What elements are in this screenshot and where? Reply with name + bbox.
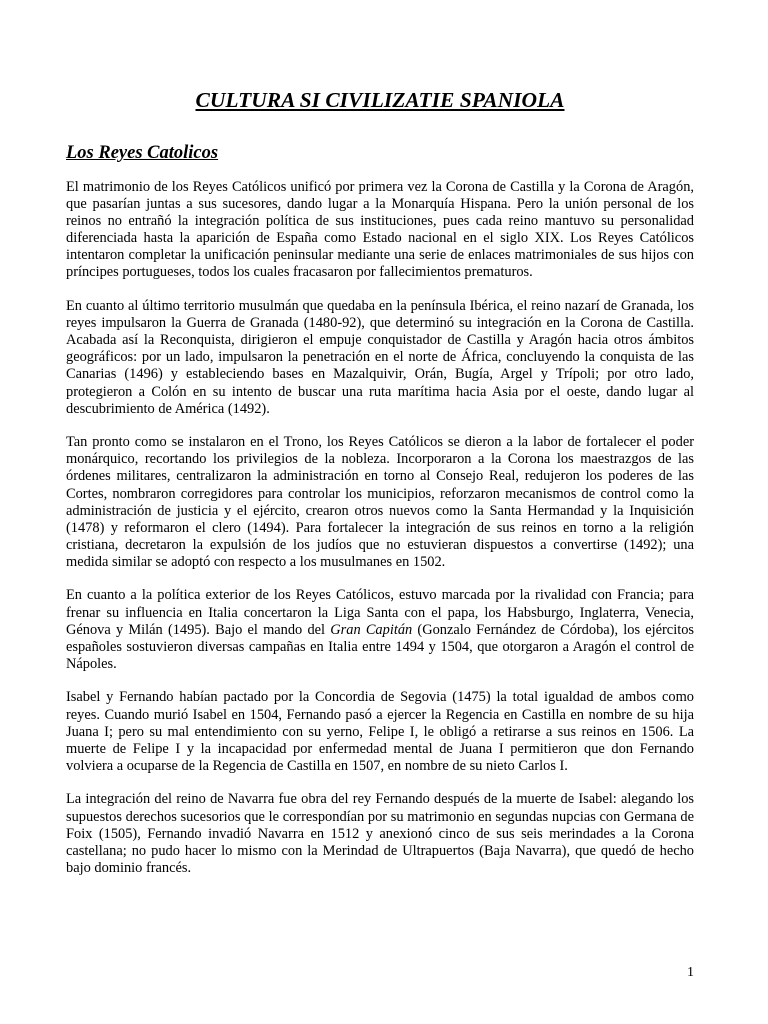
section-heading: Los Reyes Catolicos [66,143,219,163]
paragraph-text: (Gonzalo Fernández de Córdoba), los ejércitos españoles sostuvieron diversas campañas en Italia entre 1494 y 1504, que otorgaron a Aragón el control de Nápoles. [66,621,694,672]
paragraph-text: En cuanto a la política exterior de los Reyes Católicos, estuvo marcada por la rivalidad con Francia; para frenar su influencia en Italia concertaron la Liga Santa con el papa, los Habsburgo, Inglaterra, Venecia, Génova y Milán (1495). Bajo el mando del [66,587,694,638]
page-number: 1 [687,965,694,980]
document-title: CULTURA SI CIVILIZATIE SPANIOLA [195,88,565,112]
document-body [66,179,694,893]
paragraph: Tan pronto como se instalaron en el Trono, los Reyes Católicos se dieron a la labor de fortalecer el poder monárquico, recortando los privilegios de la nobleza. Incorporaron a la Corona los maestrazgos de las órdenes militares, centralizaron la administración en torno al Consejo Real, redujeron los poderes de las Cortes, nombraron corregidores para controlar los municipios, reforzaron mecanismos de control como la administración de justicia y el ejército, crearon otros nuevos como la Santa Hermandad y la Inquisición (1478) y reformaron el clero (1494). Para fortalecer la integración de sus reinos en torno a la religión cristiana, decretaron la expulsión de los judíos que no estuvieran dispuestos a convertirse (1492); una medida similar se adoptó con respecto a los musulmanes en 1502. [66,434,694,570]
document-page [66,0,694,1024]
paragraph: En cuanto al último territorio musulmán que quedaba en la península Ibérica, el reino nazarí de Granada, los reyes impulsaron la Guerra de Granada (1480-92), que determinó su integración en la Corona de Castilla. Acabada así la Reconquista, dirigieron el empuje conquistador de Castilla y Aragón hacia otros ámbitos geográficos: por un lado, impulsaron la penetración en el norte de África, concluyendo la conquista de las Canarias (1496) y estableciendo bases en Mazalquivir, Orán, Bugía, Argel y Trípoli; por otro lado, protegieron a Colón en su intento de buscar una ruta marítima hacia Asia por el oeste, dando lugar al descubrimiento de América (1492). [66,298,694,417]
paragraph: La integración del reino de Navarra fue obra del rey Fernando después de la muerte de Isabel: alegando los supuestos derechos sucesorios que le correspondían por su matrimonio en segundas nupcias con Germana de Foix (1505), Fernando invadió Navarra en 1512 y anexionó cinco de sus seis merindades a la Corona castellana; no pudo hacer lo mismo con la Merindad de Ultrapuertos (Baja Navarra), que quedó de hecho bajo dominio francés. [66,791,694,876]
paragraph [66,587,694,672]
paragraph: El matrimonio de los Reyes Católicos unificó por primera vez la Corona de Castilla y la Corona de Aragón, que pasarían juntas a sus sucesores, dando lugar a la Monarquía Hispana. Pero la unión personal de los reinos no entrañó la integración política de sus instituciones, pues cada reino mantuvo su personalidad diferenciada hasta la aparición de España como Estado nacional en el siglo XIX. Los Reyes Católicos intentaron completar la unificación peninsular mediante una serie de enlaces matrimoniales de sus hijos con príncipes portugueses, todos los cuales fracasaron por fallecimientos prematuros. [66,179,694,281]
paragraph: Isabel y Fernando habían pactado por la Concordia de Segovia (1475) la total igualdad de ambos como reyes. Cuando murió Isabel en 1504, Fernando pasó a ejercer la Regencia en Castilla en nombre de su hija Juana I; pero su mal entendimiento con su yerno, Felipe I, le obligó a retirarse a sus reinos en 1506. La muerte de Felipe I y la incapacidad por enfermedad mental de Juana I permitieron que don Fernando volviera a ocuparse de la Regencia de Castilla en 1507, en nombre de su nieto Carlos I. [66,689,694,774]
italic-term: Gran Capitán [330,621,413,638]
